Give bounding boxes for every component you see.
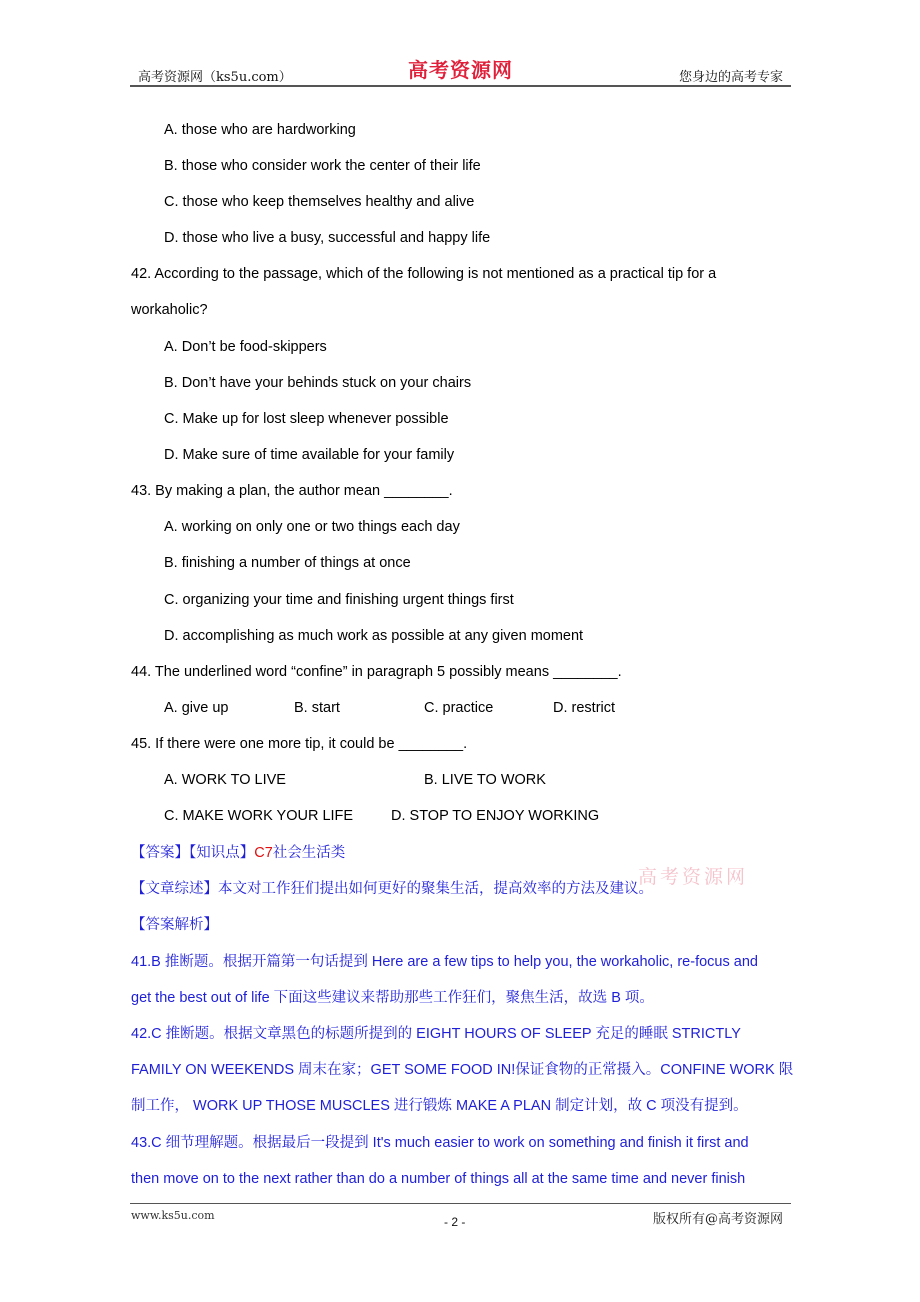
header-slogan: 您身边的高考专家 bbox=[678, 70, 783, 85]
knowledge-code: C7 bbox=[254, 845, 273, 861]
explanation-42-line1: 42.C 推断题。根据文章黑色的标题所提到的 EIGHT HOURS OF SLEEP 充足的睡眠 STRICTLY bbox=[131, 1026, 741, 1042]
header-logo: 高考资源网 bbox=[408, 58, 513, 82]
explanation-43-line2: then move on to the next rather than do a number of things all at the same time and never finish bbox=[131, 1171, 746, 1187]
explanation-42-line3: 制工作， WORK UP THOSE MUSCLES 进行锻炼 MAKE A PLAN 制定计划，故 C 项没有提到。 bbox=[131, 1098, 748, 1114]
q42-stem: 42. According to the passage, which of the following is not mentioned as a practical tip for a bbox=[131, 266, 717, 282]
q44-stem: 44. The underlined word “confine” in paragraph 5 possibly means ________. bbox=[131, 664, 622, 680]
explanation-41-line2: get the best out of life 下面这些建议来帮助那些工作狂们，聚焦生活，故选 B 项。 bbox=[131, 990, 654, 1006]
q42-option-b: B. Don’t have your behinds stuck on your chairs bbox=[164, 375, 472, 391]
q44-option-b: B. start bbox=[294, 700, 340, 716]
q42-option-a: A. Don’t be food-skippers bbox=[164, 339, 327, 355]
watermark: 高考资源网 bbox=[638, 866, 749, 888]
q41-option-d: D. those who live a busy, successful and happy life bbox=[164, 230, 491, 246]
q42-stem-cont: workaholic? bbox=[131, 302, 208, 318]
header-divider bbox=[130, 85, 791, 87]
q45-option-b: B. LIVE TO WORK bbox=[424, 772, 546, 788]
footer-divider bbox=[130, 1203, 791, 1204]
q44-option-c: C. practice bbox=[424, 700, 494, 716]
analysis-label: 【答案解析】 bbox=[131, 917, 218, 933]
page-header bbox=[130, 54, 791, 86]
explanation-43-line1: 43.C 细节理解题。根据最后一段提到 It's much easier to work on something and finish it first and bbox=[131, 1135, 749, 1151]
header-site-name: 高考资源网（ks5u.com） bbox=[138, 70, 292, 85]
explanation-42-line2: FAMILY ON WEEKENDS 周末在家；GET SOME FOOD IN!保证食物的正常摄入。CONFINE WORK 限 bbox=[131, 1062, 794, 1078]
q43-stem: 43. By making a plan, the author mean ________. bbox=[131, 483, 453, 499]
q45-option-a: A. WORK TO LIVE bbox=[164, 772, 286, 788]
q41-option-b: B. those who consider work the center of their life bbox=[164, 158, 481, 174]
answer-tag-prefix: 【答案】【知识点】 bbox=[131, 845, 255, 861]
q43-option-b: B. finishing a number of things at once bbox=[164, 555, 411, 571]
q42-option-d: D. Make sure of time available for your family bbox=[164, 447, 455, 463]
footer-website: www.ks5u.com bbox=[131, 1209, 215, 1222]
q41-option-a: A. those who are hardworking bbox=[164, 122, 356, 138]
q43-option-c: C. organizing your time and finishing urgent things first bbox=[164, 592, 514, 608]
q45-option-c: C. MAKE WORK YOUR LIFE bbox=[164, 808, 354, 824]
footer-copyright: 版权所有@高考资源网 bbox=[652, 1212, 783, 1227]
q42-option-c: C. Make up for lost sleep whenever possible bbox=[164, 411, 449, 427]
q44-option-d: D. restrict bbox=[553, 700, 616, 716]
q45-option-d: D. STOP TO ENJOY WORKING bbox=[391, 808, 600, 824]
q44-option-a: A. give up bbox=[164, 700, 229, 716]
q41-option-c: C. those who keep themselves healthy and alive bbox=[164, 194, 475, 210]
article-summary: 【文章综述】本文对工作狂们提出如何更好的聚集生活，提高效率的方法及建议。 bbox=[131, 881, 653, 897]
q45-stem: 45. If there were one more tip, it could be ________. bbox=[131, 736, 468, 752]
knowledge-category: 社会生活类 bbox=[272, 845, 346, 861]
page-number: - 2 - bbox=[444, 1215, 466, 1229]
explanation-41-line1: 41.B 推断题。根据开篇第一句话提到 Here are a few tips to help you, the workaholic, re-focus and bbox=[131, 954, 758, 970]
q43-option-d: D. accomplishing as much work as possible at any given moment bbox=[164, 628, 584, 644]
answer-tag-line bbox=[131, 843, 345, 863]
q43-option-a: A. working on only one or two things each day bbox=[164, 519, 460, 535]
